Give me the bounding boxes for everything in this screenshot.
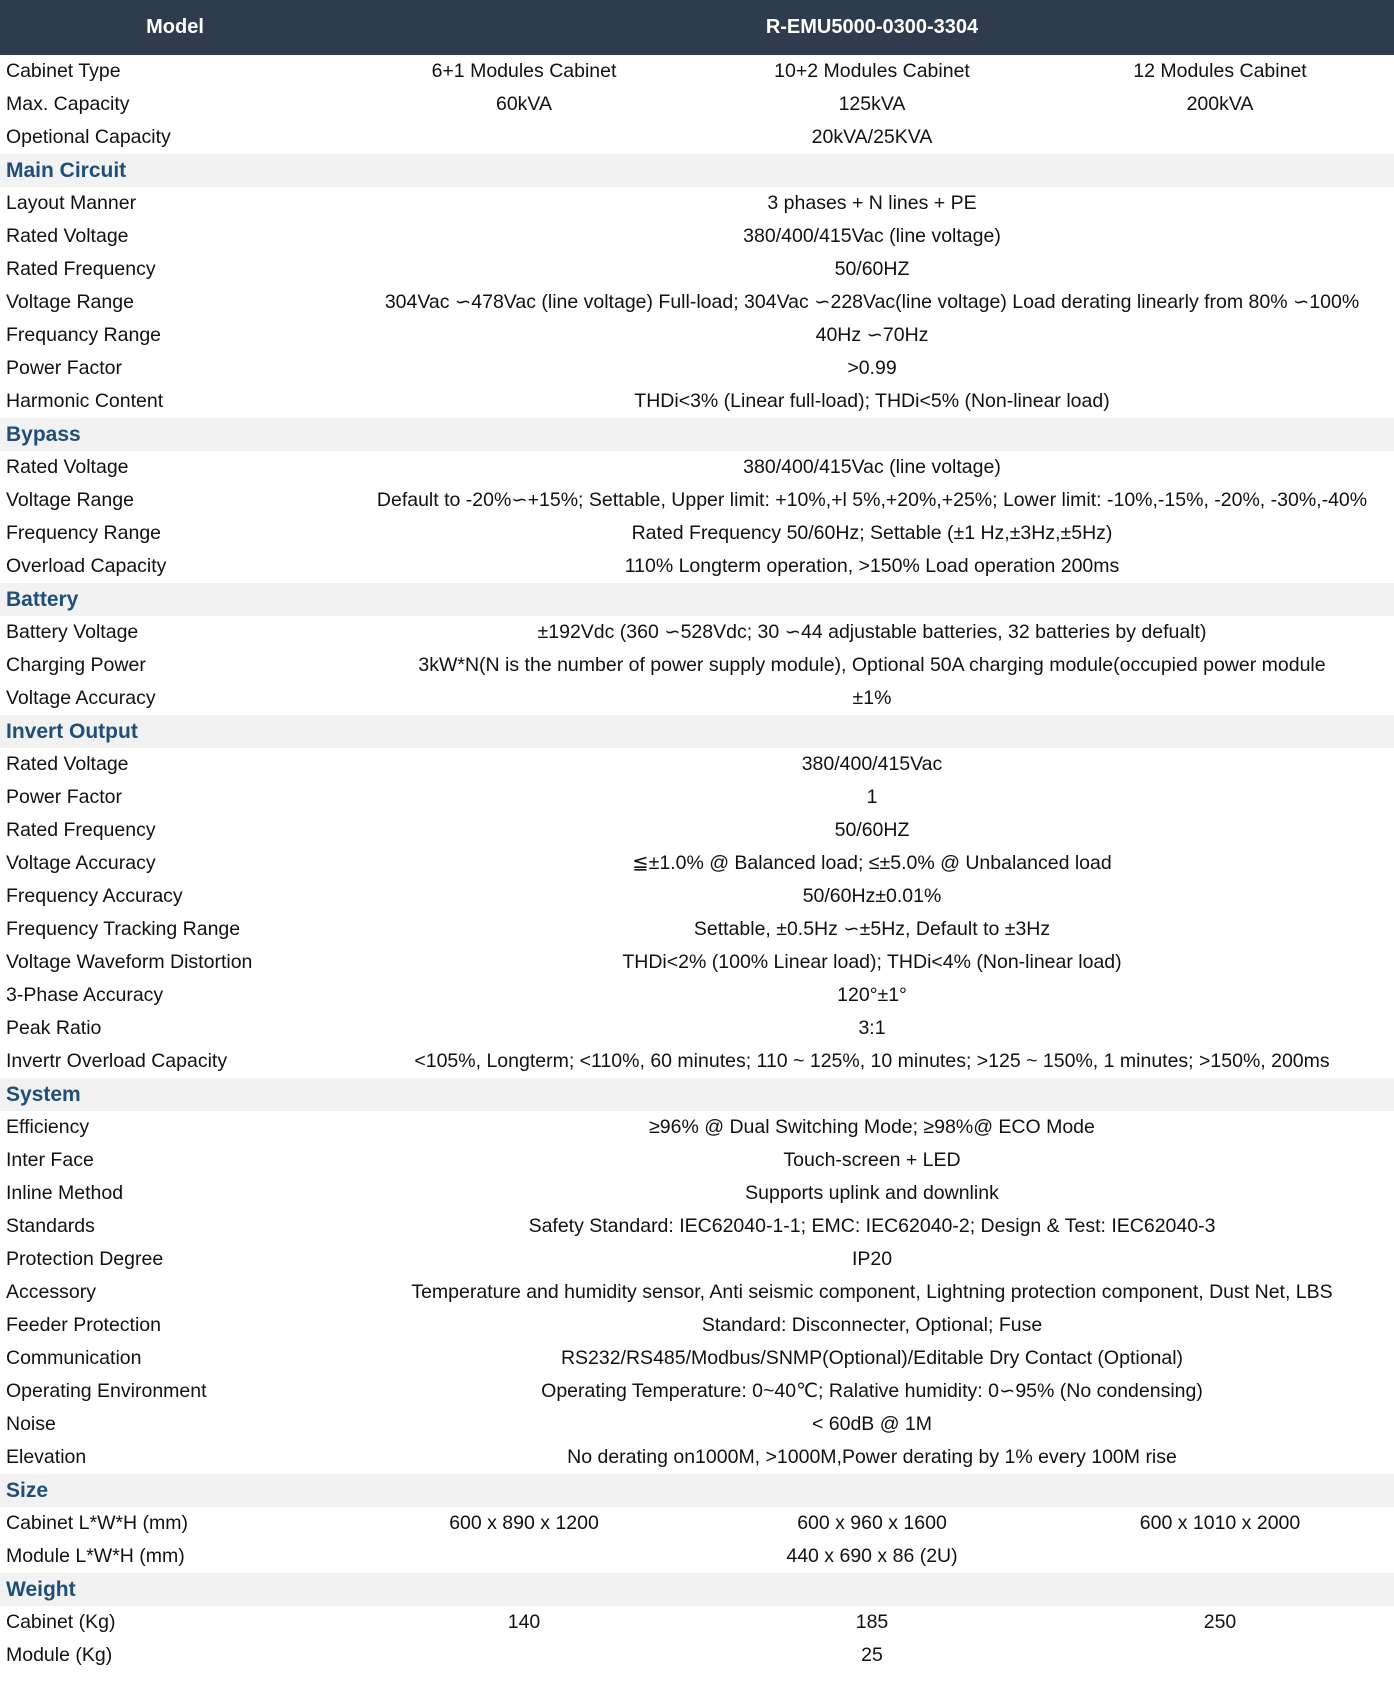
table-row (0, 484, 1394, 517)
table-row (0, 88, 1394, 121)
row-label: Max. Capacity (0, 88, 350, 121)
row-label: Opetional Capacity (0, 121, 350, 154)
table-row (0, 1441, 1394, 1474)
row-label: Battery Voltage (0, 616, 350, 649)
table-row (0, 1408, 1394, 1441)
table-row (0, 550, 1394, 583)
row-label: Overload Capacity (0, 550, 350, 583)
section-header (0, 1078, 1394, 1111)
row-value: RS232/RS485/Modbus/SNMP(Optional)/Editable Dry Contact (Optional) (350, 1342, 1394, 1375)
table-row (0, 979, 1394, 1012)
table-row (0, 187, 1394, 220)
section-title: System (0, 1078, 1394, 1111)
row-label: Inter Face (0, 1144, 350, 1177)
row-value: Rated Frequency 50/60Hz; Settable (±1 Hz,±3Hz,±5Hz) (350, 517, 1394, 550)
row-value: 10+2 Modules Cabinet (698, 55, 1046, 88)
row-label: Module (Kg) (0, 1639, 350, 1672)
section-title: Weight (0, 1573, 1394, 1606)
row-label: Inline Method (0, 1177, 350, 1210)
row-value: 1 (350, 781, 1394, 814)
table-row (0, 814, 1394, 847)
row-value: 3kW*N(N is the number of power supply module), Optional 50A charging module(occupied power module (350, 649, 1394, 682)
row-value: 185 (698, 1606, 1046, 1639)
table-row (0, 1375, 1394, 1408)
section-header (0, 583, 1394, 616)
row-value: ±192Vdc (360 ∽528Vdc; 30 ∽44 adjustable batteries, 32 batteries by defualt) (350, 616, 1394, 649)
table-row (0, 616, 1394, 649)
row-value: 6+1 Modules Cabinet (350, 55, 698, 88)
row-label: Harmonic Content (0, 385, 350, 418)
row-label: Voltage Accuracy (0, 847, 350, 880)
row-value: Default to -20%∽+15%; Settable, Upper limit: +10%,+l 5%,+20%,+25%; Lower limit: -10%,-15%, -20%, -30%,-40% (350, 484, 1394, 517)
table-row (0, 55, 1394, 88)
row-value: 40Hz ∽70Hz (350, 319, 1394, 352)
table-row (0, 1342, 1394, 1375)
section-title: Invert Output (0, 715, 1394, 748)
table-row (0, 1210, 1394, 1243)
table-row (0, 1309, 1394, 1342)
row-label: Operating Environment (0, 1375, 350, 1408)
section-header (0, 1573, 1394, 1606)
row-value: >0.99 (350, 352, 1394, 385)
row-value: 50/60HZ (350, 814, 1394, 847)
row-label: Rated Voltage (0, 748, 350, 781)
row-value: THDi<3% (Linear full-load); THDi<5% (Non-linear load) (350, 385, 1394, 418)
row-value: 3:1 (350, 1012, 1394, 1045)
table-row (0, 517, 1394, 550)
row-value: 20kVA/25KVA (350, 121, 1394, 154)
row-label: Frequency Accuracy (0, 880, 350, 913)
table-row (0, 1606, 1394, 1639)
table-row (0, 1639, 1394, 1672)
section-title: Size (0, 1474, 1394, 1507)
row-value: 600 x 960 x 1600 (698, 1507, 1046, 1540)
table-row (0, 1276, 1394, 1309)
row-label: Invertr Overload Capacity (0, 1045, 350, 1078)
row-value: Touch-screen + LED (350, 1144, 1394, 1177)
row-label: Rated Voltage (0, 220, 350, 253)
table-row (0, 847, 1394, 880)
row-value: 200kVA (1046, 88, 1394, 121)
row-value: 380/400/415Vac (350, 748, 1394, 781)
row-value: No derating on1000M, >1000M,Power derating by 1% every 100M rise (350, 1441, 1394, 1474)
model-label: Model (0, 0, 350, 55)
row-label: Power Factor (0, 352, 350, 385)
section-title: Main Circuit (0, 154, 1394, 187)
row-value: 380/400/415Vac (line voltage) (350, 451, 1394, 484)
row-value: Temperature and humidity sensor, Anti seismic component, Lightning protection component, Dust Net, LBS (350, 1276, 1394, 1309)
table-row (0, 1177, 1394, 1210)
row-label: Efficiency (0, 1111, 350, 1144)
table-row (0, 319, 1394, 352)
section-header (0, 1474, 1394, 1507)
row-label: Communication (0, 1342, 350, 1375)
row-value: THDi<2% (100% Linear load); THDi<4% (Non-linear load) (350, 946, 1394, 979)
row-value: < 60dB @ 1M (350, 1408, 1394, 1441)
table-row (0, 913, 1394, 946)
row-value: Standard: Disconnecter, Optional; Fuse (350, 1309, 1394, 1342)
table-header (0, 0, 1394, 55)
table-row (0, 253, 1394, 286)
row-label: Frequency Range (0, 517, 350, 550)
row-value: 600 x 1010 x 2000 (1046, 1507, 1394, 1540)
table-row (0, 649, 1394, 682)
spec-body (0, 55, 1394, 1672)
row-value: 110% Longterm operation, >150% Load operation 200ms (350, 550, 1394, 583)
row-value: 50/60HZ (350, 253, 1394, 286)
table-row (0, 781, 1394, 814)
table-row (0, 1111, 1394, 1144)
table-row (0, 1243, 1394, 1276)
row-label: Protection Degree (0, 1243, 350, 1276)
row-label: Charging Power (0, 649, 350, 682)
row-value: 3 phases + N lines + PE (350, 187, 1394, 220)
row-value: 120°±1° (350, 979, 1394, 1012)
row-value: 60kVA (350, 88, 698, 121)
table-row (0, 352, 1394, 385)
table-row (0, 1012, 1394, 1045)
table-row (0, 1144, 1394, 1177)
row-label: Standards (0, 1210, 350, 1243)
section-title: Battery (0, 583, 1394, 616)
row-value: ±1% (350, 682, 1394, 715)
row-label: Power Factor (0, 781, 350, 814)
table-row (0, 748, 1394, 781)
row-label: Feeder Protection (0, 1309, 350, 1342)
row-label: Voltage Waveform Distortion (0, 946, 350, 979)
table-row (0, 1540, 1394, 1573)
row-label: 3-Phase Accuracy (0, 979, 350, 1012)
row-label: Cabinet Type (0, 55, 350, 88)
table-row (0, 121, 1394, 154)
row-label: Module L*W*H (mm) (0, 1540, 350, 1573)
section-header (0, 418, 1394, 451)
row-value: 380/400/415Vac (line voltage) (350, 220, 1394, 253)
row-value: Safety Standard: IEC62040-1-1; EMC: IEC62040-2; Design & Test: IEC62040-3 (350, 1210, 1394, 1243)
row-value: 50/60Hz±0.01% (350, 880, 1394, 913)
table-row (0, 1507, 1394, 1540)
row-value: ≦±1.0% @ Balanced load; ≤±5.0% @ Unbalanced load (350, 847, 1394, 880)
model-value: R-EMU5000-0300-3304 (350, 0, 1394, 55)
table-row (0, 946, 1394, 979)
row-label: Accessory (0, 1276, 350, 1309)
row-label: Layout Manner (0, 187, 350, 220)
row-label: Frequency Tracking Range (0, 913, 350, 946)
table-row (0, 880, 1394, 913)
table-row (0, 286, 1394, 319)
row-value: Operating Temperature: 0~40℃; Ralative humidity: 0∽95% (No condensing) (350, 1375, 1394, 1408)
row-value: 440 x 690 x 86 (2U) (350, 1540, 1394, 1573)
section-title: Bypass (0, 418, 1394, 451)
table-row (0, 682, 1394, 715)
section-header (0, 154, 1394, 187)
row-value: 304Vac ∽478Vac (line voltage) Full-load; 304Vac ∽228Vac(line voltage) Load derating linearly from 80% ∽100% (350, 286, 1394, 319)
row-label: Cabinet L*W*H (mm) (0, 1507, 350, 1540)
row-value: Supports uplink and downlink (350, 1177, 1394, 1210)
table-row (0, 220, 1394, 253)
row-label: Voltage Range (0, 484, 350, 517)
row-value: IP20 (350, 1243, 1394, 1276)
row-value: 125kVA (698, 88, 1046, 121)
row-label: Peak Ratio (0, 1012, 350, 1045)
row-label: Rated Frequency (0, 253, 350, 286)
table-row (0, 385, 1394, 418)
section-header (0, 715, 1394, 748)
row-label: Rated Frequency (0, 814, 350, 847)
table-row (0, 1045, 1394, 1078)
row-label: Rated Voltage (0, 451, 350, 484)
row-value: 140 (350, 1606, 698, 1639)
row-value: Settable, ±0.5Hz ∽±5Hz, Default to ±3Hz (350, 913, 1394, 946)
row-value: ≥96% @ Dual Switching Mode; ≥98%@ ECO Mode (350, 1111, 1394, 1144)
row-value: 12 Modules Cabinet (1046, 55, 1394, 88)
row-label: Voltage Range (0, 286, 350, 319)
row-label: Frequancy Range (0, 319, 350, 352)
row-label: Elevation (0, 1441, 350, 1474)
row-label: Noise (0, 1408, 350, 1441)
table-row (0, 451, 1394, 484)
row-value: 250 (1046, 1606, 1394, 1639)
row-value: 25 (350, 1639, 1394, 1672)
row-value: 600 x 890 x 1200 (350, 1507, 698, 1540)
row-label: Voltage Accuracy (0, 682, 350, 715)
row-label: Cabinet (Kg) (0, 1606, 350, 1639)
row-value: <105%, Longterm; <110%, 60 minutes; 110 ~ 125%, 10 minutes; >125 ~ 150%, 1 minutes; >150%, 200ms (350, 1045, 1394, 1078)
